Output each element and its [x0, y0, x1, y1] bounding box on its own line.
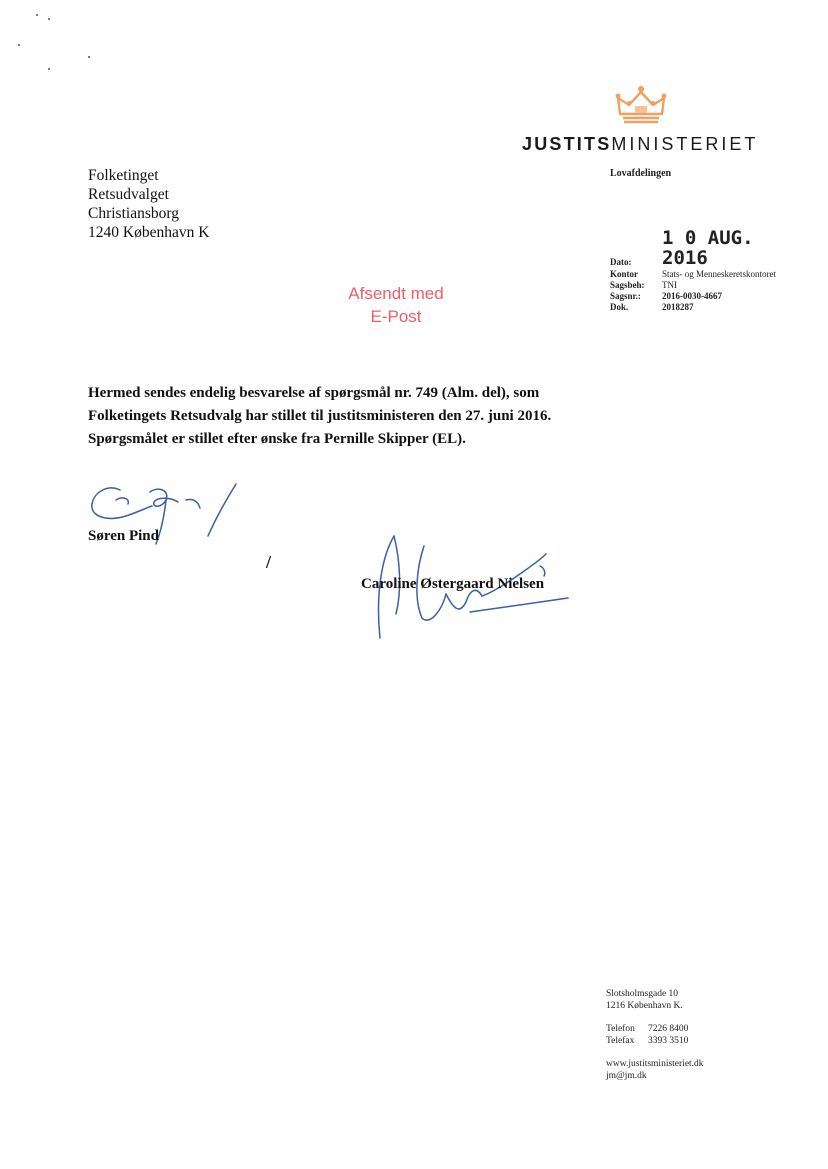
body-line: Hermed sendes endelig besvarelse af spørgsmål nr. 749 (Alm. del), som: [88, 385, 540, 401]
footer-street: Slotsholmsgade 10: [606, 989, 679, 999]
fax-label: Telefax: [606, 1036, 635, 1046]
address-line: Christiansborg: [88, 205, 179, 222]
document-label: Dok.: [610, 302, 629, 312]
body-line: Spørgsmålet er stillet efter ønske fra Pernille Skipper (EL).: [88, 431, 466, 447]
date-label: Dato:: [610, 257, 632, 267]
wordmark-light: MINISTERIET: [611, 134, 759, 154]
stamp-line: Afsendt med: [348, 284, 444, 303]
wordmark-bold: JUSTITS: [522, 134, 612, 154]
case-handler-value: TNI: [662, 280, 677, 290]
crown-logo-icon: [614, 84, 668, 126]
case-metadata: [610, 228, 792, 313]
signatory-name-1: Søren Pind: [88, 528, 159, 544]
sent-stamp: [332, 282, 460, 328]
phone-value: 7226 8400: [648, 1024, 689, 1034]
date-stamp: 1 0 AUG. 2016: [662, 227, 754, 269]
fax-value: 3393 3510: [648, 1036, 689, 1046]
case-number-label: Sagsnr.:: [610, 291, 641, 301]
letter-body: [88, 382, 588, 451]
case-handler-label: Sagsbeh:: [610, 280, 645, 290]
ministry-contact-footer: [606, 988, 704, 1093]
footer-city: 1216 København K.: [606, 1001, 683, 1011]
office-label: Kontor: [610, 269, 638, 279]
signature-separator: /: [266, 552, 272, 572]
email-link[interactable]: jm@jm.dk: [606, 1071, 647, 1081]
stamp-line: E-Post: [370, 307, 422, 326]
office-value: Stats- og Menneskeretskontoret: [662, 269, 776, 279]
ministry-wordmark: [522, 134, 758, 155]
body-line: Folketingets Retsudvalg har stillet til justitsministeren den 27. juni 2016.: [88, 408, 552, 424]
department-name: Lovafdelingen: [610, 168, 672, 179]
address-line: Retsudvalget: [88, 186, 169, 203]
address-line: 1240 København K: [88, 224, 210, 241]
signatory-name-2: Caroline Østergaard Nielsen: [361, 576, 545, 592]
address-line: Folketinget: [88, 167, 159, 184]
phone-label: Telefon: [606, 1024, 635, 1034]
recipient-address: [88, 166, 209, 242]
case-number-value: 2016-0030-4667: [662, 291, 722, 301]
document-value: 2018287: [662, 302, 694, 312]
website-link[interactable]: www.justitsministeriet.dk: [606, 1059, 704, 1069]
